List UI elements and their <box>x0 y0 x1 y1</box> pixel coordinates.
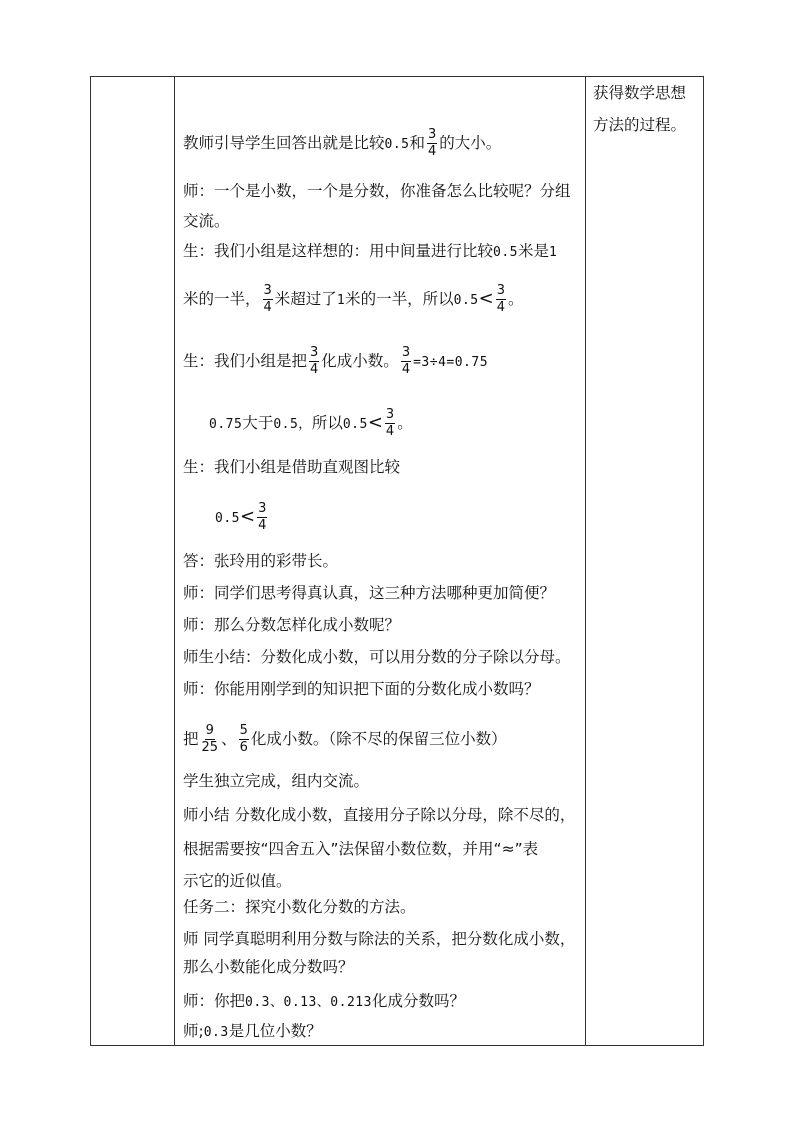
paragraph-student-method-3: 生：我们小组是借助直观图比较 <box>183 458 401 476</box>
paragraph-teacher-question-2: 师：那么分数怎样化成小数呢？ <box>183 616 401 634</box>
fraction: $\frac{3}{4}$ <box>263 283 272 315</box>
fraction: $\frac{5}{6}$ <box>239 723 248 755</box>
fraction: $\frac{3}{4}$ <box>385 407 395 439</box>
paragraph-answer: 答：张玲用的彩带长。 <box>183 552 339 570</box>
paragraph-student-method-2-result: 0.75大于0.5，所以0.5< $\frac{3}{4}$ 。 <box>209 407 413 439</box>
paragraph-teacher-summary-end: 示它的近似值。 <box>183 872 292 890</box>
paragraph-exercise: 把 $\frac{9}{25}$ 、 $\frac{5}{6}$ 化成小数。（除不尽的保留三位小数） <box>183 723 507 755</box>
paragraph-student-method-2: 生：我们小组是把 $\frac{3}{4}$ 化成小数。 $\frac{3}{4}$ =3÷4=0.75 <box>183 345 489 377</box>
paragraph-teacher-question-cont: 交流。 <box>183 212 230 230</box>
fraction: $\frac{3}{4}$ <box>310 345 319 377</box>
paragraph-summary: 师生小结：分数化成小数，可以用分数的分子除以分母。 <box>183 648 571 666</box>
paragraph-teacher-praise: 师：同学们思考得真认真，这三种方法哪种更加简便？ <box>183 584 556 602</box>
paragraph-teacher-question-5: 师;0.3是几位小数？ <box>183 1022 322 1040</box>
paragraph-independent-work: 学生独立完成，组内交流。 <box>183 772 370 790</box>
paragraph-teacher-question-3: 师：你能用刚学到的知识把下面的分数化成小数吗？ <box>183 680 540 698</box>
inequality-result: 0.5< $\frac{3}{4}$ <box>215 501 267 533</box>
paragraph-teacher-question-4: 师：你把0.3、0.13、0.213化成分数吗？ <box>183 992 465 1010</box>
paragraph-teacher-transition: 师 同学真聪明利用分数与除法的关系，把分数化成小数， <box>183 930 576 948</box>
paragraph-task-two: 任务二：探究小数化分数的方法。 <box>183 898 416 916</box>
fraction: $\frac{3}{4}$ <box>496 283 506 315</box>
fraction: $\frac{3}{4}$ <box>401 345 411 377</box>
paragraph-teacher-summary-cont: 根据需要按“四舍五入”法保留小数位数，并用“≈”表 <box>183 840 539 858</box>
fraction: $\frac{3}{4}$ <box>428 127 437 159</box>
paragraph-teacher-summary: 师小结 分数化成小数，直接用分子除以分母，除不尽的， <box>183 806 576 824</box>
paragraph-compare-intro: 教师引导学生回答出就是比较0.5和 $\frac{3}{4}$ 的大小。 <box>183 127 502 159</box>
right-cell-line-2: 方法的过程。 <box>593 116 687 134</box>
paragraph-student-method-1: 生：我们小组是这样想的：用中间量进行比较0.5米是1 <box>183 242 558 260</box>
fraction: $\frac{9}{25}$ <box>201 723 219 755</box>
fraction: $\frac{3}{4}$ <box>258 501 267 533</box>
column-divider-right <box>585 77 586 1045</box>
lesson-table <box>90 76 704 1046</box>
paragraph-teacher-transition-cont: 那么小数能化成分数吗？ <box>183 958 354 976</box>
right-cell-line-1: 获得数学思想 <box>593 84 687 102</box>
column-divider-left <box>174 77 175 1045</box>
paragraph-student-method-1-cont: 米的一半， $\frac{3}{4}$ 米超过了1米的一半，所以0.5< $\frac{3}{4}$ 。 <box>183 283 524 315</box>
paragraph-teacher-question: 师：一个是小数，一个是分数，你准备怎么比较呢？分组 <box>183 182 571 200</box>
